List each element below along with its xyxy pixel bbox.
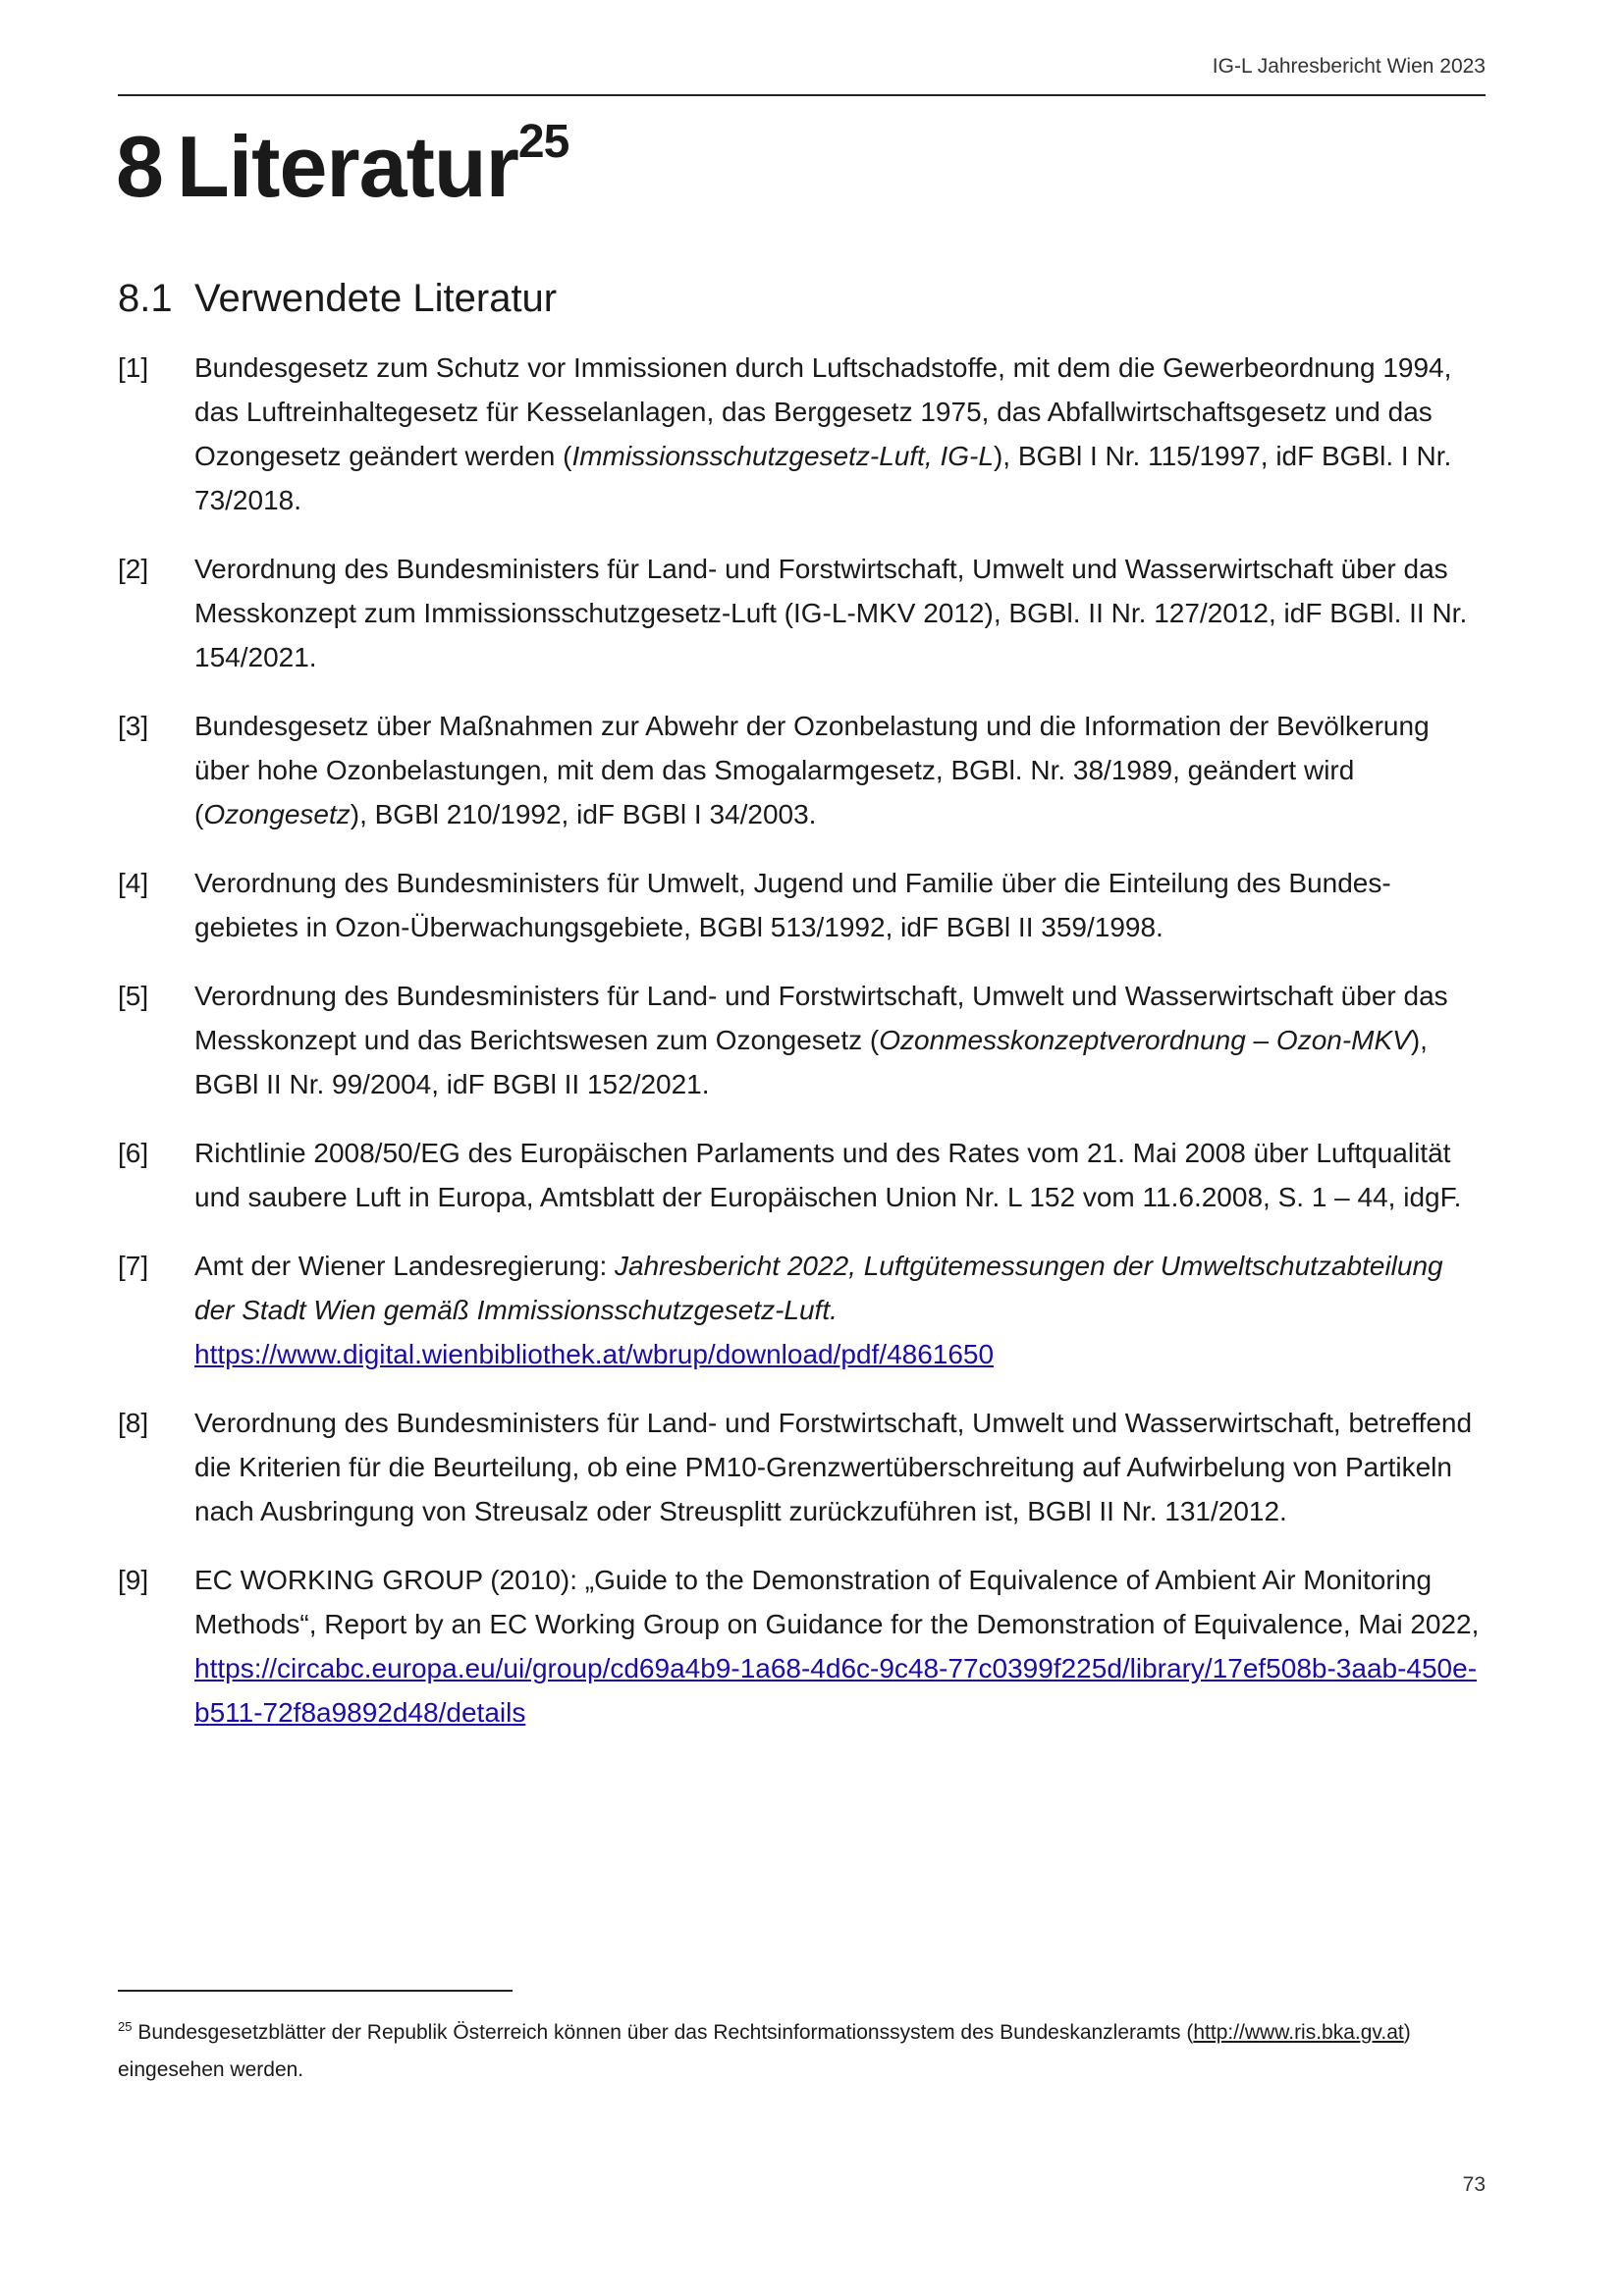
reference-5 [118, 974, 1486, 1106]
section-heading [118, 275, 557, 322]
chapter-title [116, 116, 569, 215]
reference-text: Verordnung des Bundesministers für Land- und Forstwirtschaft, Umwelt und Wasserwirtschaft über das Messkonzept und das Berichtswesen zum Ozongesetz ( [194, 981, 1448, 1055]
reference-text: EC WORKING GROUP (2010): „Guide to the Demonstration of Equivalence of Ambient Air Monitoring Methods“, Report by an EC Working Group on Guidance for the Demonstration of Equivalence, Mai 2022, [194, 1565, 1480, 1639]
reference-text: Verordnung des Bundesministers für Land- und Forstwirtschaft, Umwelt und Wasserwirtschaft, betreffend die Kriterien für die Beurteilung, ob eine PM10-Grenzwertüberschreitung auf Aufwirbelung von Partikeln nach Ausbringung von Streusalz oder Streusplitt zurückzuführen ist, BGBl II Nr. 131/2012. [194, 1408, 1473, 1526]
reference-index: [8] [118, 1408, 149, 1438]
reference-2 [118, 547, 1486, 679]
footnote-text-end: ) eingesehen werden. [118, 2021, 1411, 2081]
reference-italic: Immissionsschutzgesetz-Luft, IG-L [571, 441, 994, 471]
chapter-number: 8 [116, 118, 163, 215]
reference-text: Richtlinie 2008/50/EG des Europäischen Parlaments und des Rates vom 21. Mai 2008 über Luftqualität und saubere Luft in Europa, Amtsblatt der Europäischen Union Nr. L 152 vom 11.6.2008, S. 1 – 44, idgF. [194, 1138, 1462, 1212]
reference-link[interactable]: https://www.digital.wienbibliothek.at/wbrup/download/pdf/4861650 [194, 1339, 995, 1369]
footnote-text: Bundesgesetzblätter der Republik Österreich können über das Rechtsinformationssystem des Bundeskanzleramts ( [137, 2021, 1194, 2044]
reference-index: [7] [118, 1251, 149, 1281]
reference-1 [118, 346, 1486, 522]
reference-index: [5] [118, 981, 149, 1011]
reference-text: Bundesgesetz zum Schutz vor Immissionen durch Luftschadstoffe, mit dem die Gewerbeordnung 1994, das Luftreinhaltegesetz für Kesselanlagen, das Berggesetz 1975, das Abfallwirtschaftsgesetz und das Ozongesetz geändert werden ( [194, 352, 1452, 471]
reference-4 [118, 861, 1486, 949]
reference-italic: Ozongesetz [203, 799, 351, 829]
reference-text: Verordnung des Bundesministers für Umwelt, Jugend und Familie über die Einteilung des Bundes-gebietes in Ozon-Überwachungsgebiete, BGBl 513/1992, idF BGBl II 359/1998. [194, 868, 1391, 942]
reference-text-end: ), BGBl 210/1992, idF BGBl I 34/2003. [350, 799, 817, 829]
footnote-rule [118, 1990, 513, 1992]
reference-8 [118, 1401, 1486, 1533]
reference-9 [118, 1558, 1486, 1735]
chapter-title-text: Literatur [176, 118, 518, 215]
reference-index: [3] [118, 711, 149, 741]
reference-text: Verordnung des Bundesministers für Land- und Forstwirtschaft, Umwelt und Wasserwirtschaft über das Messkonzept zum Immissionsschutzgesetz-Luft (IG-L-MKV 2012), BGBl. II Nr. 127/2012, idF BGBl. II Nr. 154/2021. [194, 554, 1468, 672]
footnote [118, 2008, 1492, 2089]
reference-list [118, 346, 1486, 1759]
reference-text-end: ), BGBl II Nr. 99/2004, idF BGBl II 152/2021. [194, 1025, 1428, 1099]
reference-index: [6] [118, 1138, 149, 1168]
reference-link[interactable]: https://circabc.europa.eu/ui/group/cd69a4b9-1a68-4d6c-9c48-77c0399f225d/library/17ef508b-3aab-450e-b511-72f8a9892d48/details [194, 1653, 1478, 1728]
reference-index: [1] [118, 352, 149, 383]
footnote-number: 25 [118, 2019, 133, 2034]
reference-7 [118, 1244, 1486, 1376]
header-rule [118, 94, 1486, 96]
reference-italic: Jahresbericht 2022, Luftgütemessungen der Umweltschutzabteilung der Stadt Wien gemäß Immissionsschutzgesetz-Luft. [194, 1251, 1443, 1325]
reference-index: [4] [118, 868, 149, 898]
reference-text: Bundesgesetz über Maßnahmen zur Abwehr der Ozonbelastung und die Information der Bevölkerung über hohe Ozonbelastungen, mit dem das Smogalarmgesetz, BGBl. Nr. 38/1989, geändert wird ( [194, 711, 1430, 829]
reference-text: Amt der Wiener Landesregierung: [194, 1251, 615, 1281]
reference-index: [2] [118, 554, 149, 584]
reference-text-end: ), BGBl I Nr. 115/1997, idF BGBl. I Nr. 73/2018. [194, 441, 1452, 515]
running-header: IG-L Jahresbericht Wien 2023 [1212, 55, 1486, 78]
footnote-link[interactable]: http://www.ris.bka.gv.at [1193, 2021, 1404, 2044]
reference-index: [9] [118, 1565, 149, 1595]
section-title: Verwendete Literatur [194, 277, 558, 320]
chapter-footnote-ref[interactable]: 25 [517, 116, 569, 168]
reference-3 [118, 704, 1486, 836]
reference-6 [118, 1131, 1486, 1219]
section-number: 8.1 [118, 277, 173, 320]
reference-italic: Ozonmesskonzeptverordnung – Ozon-MKV [879, 1025, 1411, 1055]
page-number: 73 [1462, 2173, 1486, 2196]
